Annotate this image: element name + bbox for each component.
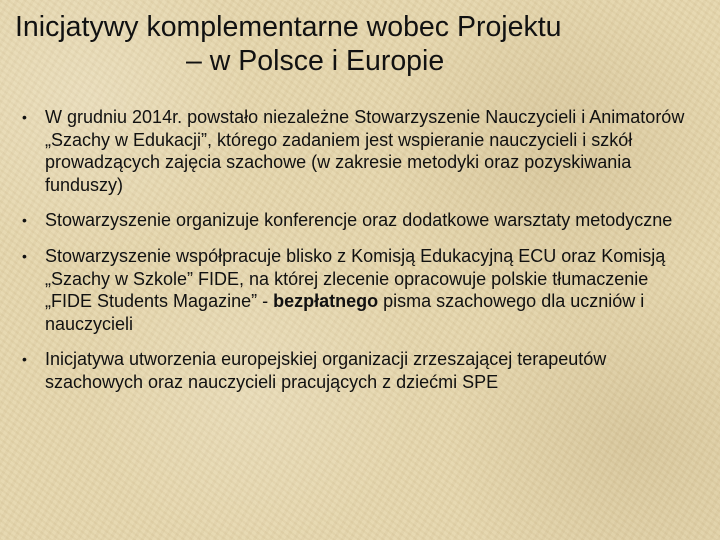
bullet-icon: •: [22, 351, 27, 368]
slide-title-line-2: – w Polsce i Europie: [186, 45, 445, 77]
bullet-item-cooperation: [22, 245, 698, 335]
bullet-icon: •: [22, 109, 27, 125]
bullet-item-association-founded: [22, 106, 698, 196]
bullet-icon: •: [22, 247, 27, 264]
bullet-item-conferences: [22, 209, 698, 232]
bullet-text: Stowarzyszenie organizuje konferencje oraz dodatkowe warsztaty metodyczne: [45, 210, 673, 231]
bullet-text: W grudniu 2014r. powstało niezależne Stowarzyszenie Nauczycieli i Animatorów „Szachy w Edukacji”, którego zadaniem jest wspieranie nauczycieli i szkół prowadzących zajęcia szachowe (w zakresie metodyki oraz pozyskiwania funduszy): [45, 107, 685, 195]
bullet-item-european-initiative: [22, 348, 698, 393]
bullet-text: Inicjatywa utworzenia europejskiej organizacji zrzeszającej terapeutów szachowych oraz nauczycieli pracujących z dziećmi SPE: [45, 349, 607, 392]
slide-title-line-1: Inicjatywy komplementarne wobec Projektu: [15, 11, 562, 43]
bullet-text-bold: bezpłatnego: [273, 291, 379, 312]
bullet-icon: •: [22, 212, 27, 229]
bullet-text-after: pisma szachowego dla uczniów i nauczycieli: [45, 291, 645, 334]
slide-title: [0, 10, 720, 78]
bullet-list: [22, 106, 698, 407]
bullet-text-before: Stowarzyszenie współpracuje blisko z Komisją Edukacyjną ECU oraz Komisją „Szachy w Szkole” FIDE, na której zlecenie opracowuje polskie tłumaczenie „FIDE Students Magazine” -: [45, 245, 666, 312]
